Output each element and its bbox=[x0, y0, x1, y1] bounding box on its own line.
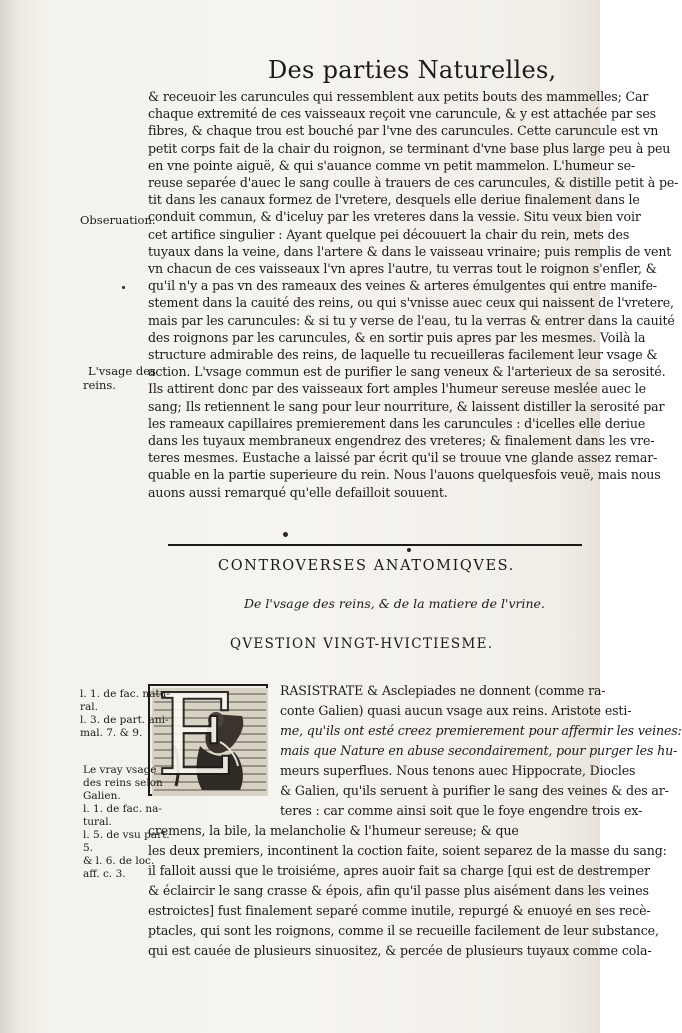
text-line: quable en la partie superieure du rein. Nous l'auons quelquesfois veuë, mais nous bbox=[148, 467, 661, 483]
question-heading: QVESTION VINGT-HVICTIESME. bbox=[230, 636, 494, 652]
text-line: fibres, & chaque trou est bouché par l'vne des caruncules. Cette caruncule est vn bbox=[148, 123, 659, 139]
margin-ref: l. 5. de vsu part. bbox=[83, 829, 170, 841]
text-line: en vne pointe aiguë, & qui s'auance comme vn petit mammelon. L'humeur se- bbox=[148, 157, 635, 173]
text-line: Ils attirent donc par des vaisseaux fort amples l'humeur sereuse meslée auec le bbox=[148, 381, 646, 397]
text-line: dans les tuyaux membraneux engendrez des vreteres; & finalement dans les vre- bbox=[148, 433, 655, 448]
text-line: structure admirable des reins, de laquelle tu recueilleras facilement leur vsage & bbox=[148, 347, 658, 362]
section-subtitle: De l'vsage des reins, & de la matiere de l'vrine. bbox=[244, 596, 545, 611]
text-line: RASISTRATE & Asclepiades ne donnent (comme ra- bbox=[280, 683, 606, 698]
margin-note-usage-line: reins. bbox=[83, 378, 116, 392]
text-line: meurs superflues. Nous tenons auec Hippocrate, Diocles bbox=[280, 763, 636, 778]
text-line: vn chacun de ces vaisseaux l'vn apres l'autre, tu verras tout le roignon s'enfler, & bbox=[148, 261, 657, 276]
text-line: des roignons par les caruncules, & en sortir puis apres par les mesmes. Voilà la bbox=[148, 329, 646, 345]
margin-ref: ral. bbox=[80, 701, 98, 713]
text-line: ptacles, qui sont les roignons, comme il se recueille facilement de leur substance, bbox=[148, 923, 659, 938]
margin-ref: Le vray vsage bbox=[83, 764, 157, 776]
text-line: tit dans les canaux formez de l'vretere, desquels elle deriue finalement dans le bbox=[148, 192, 640, 208]
text-line: mais par les caruncules: & si tu y verse de l'eau, tu la verras & entrer dans la cauité bbox=[148, 312, 675, 328]
margin-ref: l. 1. de fac. na- bbox=[83, 803, 162, 815]
section-divider bbox=[168, 544, 582, 546]
text-line: conte Galien) quasi aucun vsage aux reins. Aristote esti- bbox=[280, 703, 632, 718]
running-head: Des parties Naturelles, bbox=[268, 56, 557, 84]
text-line: me, qu'ils ont esté creez premierement pour affermir les veines: bbox=[280, 723, 682, 738]
margin-ref: aff. c. 3. bbox=[83, 868, 126, 880]
text-line: action. L'vsage commun est de purifier le sang veneux & l'arterieux de sa serosité. bbox=[148, 364, 666, 380]
text-line: & receuoir les caruncules qui ressemblent aux petits bouts des mammelles; Car bbox=[148, 89, 649, 104]
text-line: chaque extremité de ces vaisseaux reçoit vne caruncule, & y est attachée par ses bbox=[148, 106, 656, 122]
margin-ref: 5. bbox=[83, 842, 94, 854]
text-line: les rameaux capillaires premierement dans les caruncules : d'icelles elle deriue bbox=[148, 415, 646, 431]
text-line: estroictes] fust finalement separé comme inutile, repurgé & enuoyé en ses recè- bbox=[148, 903, 651, 918]
section-heading: CONTROVERSES ANATOMIQVES. bbox=[218, 558, 515, 574]
margin-ref: & l. 6. de loc. bbox=[83, 855, 155, 867]
text-line: qui est cauée de plusieurs sinuositez, & percée de plusieurs tuyaux comme cola- bbox=[148, 943, 652, 958]
ink-dot bbox=[283, 532, 288, 537]
ink-dot bbox=[407, 548, 411, 552]
text-line: petit corps fait de la chair du roignon, se terminant d'vne base plus large peu à peu bbox=[148, 140, 671, 156]
text-line: tuyaux dans la veine, dans l'artere & dans le vaisseau vrinaire; puis remplis de vent bbox=[148, 243, 672, 259]
text-line: sang; Ils retiennent le sang pour leur nourriture, & laissent distiller la serosité par bbox=[148, 398, 665, 414]
text-line: qu'il n'y a pas vn des rameaux des veines & arteres émulgentes qui entre manife- bbox=[148, 278, 657, 294]
text-line: mais que Nature en abuse secondairement, pour purger les hu- bbox=[280, 743, 678, 758]
margin-ref: tural. bbox=[83, 816, 112, 828]
text-line: teres : car comme ainsi soit que le foye engendre trois ex- bbox=[280, 803, 643, 818]
text-line: reuse separée d'auec le sang coulle à trauers de ces caruncules, & distille petit à pe- bbox=[148, 175, 679, 190]
margin-ref: Galien. bbox=[83, 790, 121, 802]
text-line: il falloit aussi que le troisiéme, apres auoir fait sa charge [qui est de destremper bbox=[148, 863, 650, 878]
text-line: cet artifice singulier : Ayant quelque pei découuert la chair du rein, mets des bbox=[148, 226, 630, 242]
text-line: stement dans la cauité des reins, ou qui s'vnisse auec ceux qui naissent de l'vretere, bbox=[148, 295, 674, 311]
margin-ref: mal. 7. & 9. bbox=[80, 727, 143, 739]
margin-note-observation: Obseruation. bbox=[80, 213, 156, 227]
text-line: teres mesmes. Eustache a laissé par écrit qu'il se trouue vne glande assez remar- bbox=[148, 450, 658, 466]
margin-note-usage-line: L'vsage des bbox=[88, 364, 156, 378]
text-line: les deux premiers, incontinent la coction faite, soient separez de la masse du sang: bbox=[148, 843, 667, 858]
text-line: & éclaircir le sang crasse & épois, afin qu'il passe plus aisément dans les veines bbox=[148, 883, 649, 898]
text-line: auons aussi remarqué qu'elle defailloit souuent. bbox=[148, 484, 448, 500]
ink-dot bbox=[122, 286, 125, 289]
margin-ref: l. 1. de fac. natu- bbox=[80, 688, 170, 700]
drop-cap-letter: E bbox=[156, 671, 238, 801]
text-line: conduit commun, & d'iceluy par les vreteres dans la vessie. Situ veux bien voir bbox=[148, 209, 641, 225]
text-line: & Galien, qu'ils seruent à purifier le sang des veines & des ar- bbox=[280, 783, 669, 798]
margin-ref: des reins selon bbox=[83, 777, 163, 789]
text-line: cremens, la bile, la melancholie & l'humeur sereuse; & que bbox=[148, 823, 519, 838]
margin-ref: l. 3. de part. ani- bbox=[80, 714, 169, 726]
